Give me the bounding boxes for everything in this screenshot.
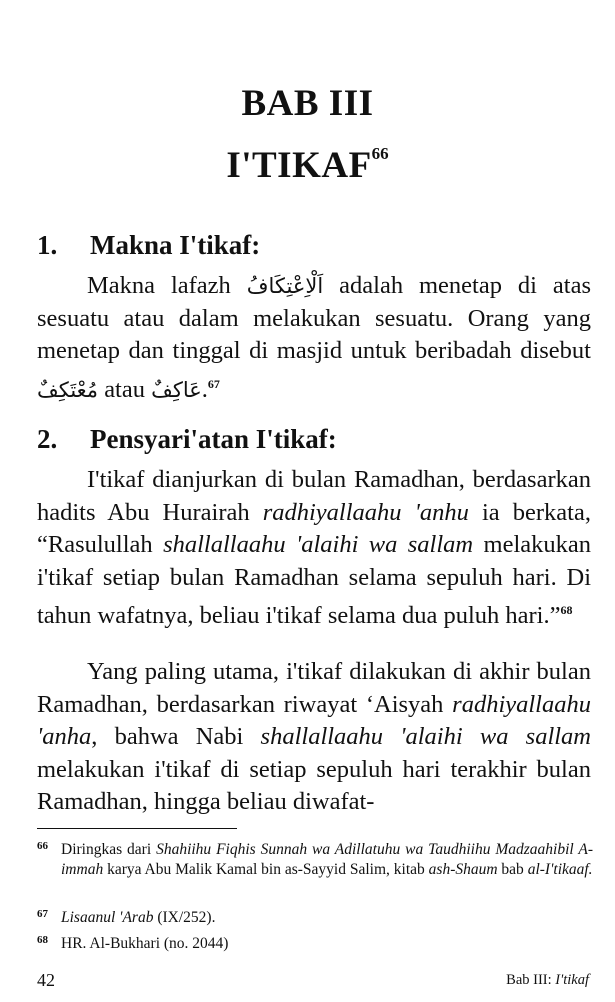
text-run: HR. Al-Bukhari (no. 2044): [61, 935, 229, 952]
footnote-68: [37, 934, 593, 954]
running-head-title: I'tikaf: [555, 972, 589, 988]
section-number: 2.: [37, 424, 58, 454]
italic-run: ash-Shaum: [428, 861, 498, 878]
section-title: Makna I'tikaf:: [90, 230, 261, 260]
paragraph-pensyariatan-1: [37, 464, 591, 633]
italic-run: Lisaanul 'Arab: [61, 909, 154, 926]
text-run: melakukan i'tikaf setiap bulan Ramadhan selama sepuluh hari. Di tahun wafatnya, beliau i'tikaf selama dua puluh hari.”: [37, 531, 592, 629]
arabic-term-akif: عَاكِفٌ: [151, 377, 202, 402]
arabic-term-itikaf: اَلْاِعْتِكَافُ: [246, 274, 324, 298]
text-run: Diringkas dari: [61, 841, 157, 858]
text-run: atau: [98, 375, 152, 403]
paragraph-makna: [37, 270, 591, 406]
italic-run: al-I'tikaaf.: [527, 861, 593, 878]
text-run: (IX/252).: [153, 909, 216, 926]
chapter-title: [0, 132, 615, 188]
text-run: melakukan i'tikaf di setiap sepuluh hari terakhir bulan Ramadhan, hingga beliau diwafat-: [37, 755, 591, 815]
text-run: .: [201, 375, 208, 403]
text-run: karya Abu Malik Kamal bin as-Sayyid Salim, kitab: [103, 861, 429, 878]
running-head: [506, 972, 589, 989]
running-head-prefix: Bab III:: [506, 972, 556, 988]
page-number: 42: [37, 970, 55, 990]
footnote-66: [37, 840, 593, 880]
italic-run: Shahiihu Fiqhis Sunnah wa Adillatuhu wa Taudhiihu Madzaahibil A-immah: [61, 841, 593, 878]
footnote-ref-68: 68: [560, 603, 573, 617]
footnote-ref-67: 67: [207, 376, 220, 391]
text-run: Yang paling utama, i'tikaf dilakukan di akhir bulan Ramadhan, berdasarkan riwayat ‘Aisyah: [37, 658, 591, 718]
text-run: ia berkata, “Rasulullah: [37, 498, 591, 558]
italic-run: shallallaahu 'alaihi wa sallam: [163, 531, 474, 558]
footnote-67: [37, 908, 593, 928]
italic-run: radhiyallaahu 'anhu: [262, 498, 469, 526]
footnote-text: [61, 934, 593, 954]
footnote-divider: [37, 828, 237, 829]
text-run: , bahwa Nabi: [91, 723, 261, 750]
section-heading-2: [37, 422, 597, 456]
footnote-ref-66: 66: [371, 144, 389, 163]
section-heading-1: [37, 228, 597, 262]
footnote-mark: 67: [37, 908, 48, 920]
text-run: I'tikaf dianjurkan di bulan Ramadhan, berdasarkan hadits Abu Hurairah: [37, 466, 591, 526]
section-number: 1.: [37, 230, 58, 260]
arabic-term-mutakif: مُعْتَكِفٌ: [37, 377, 99, 402]
section-title: Pensyari'atan I'tikaf:: [90, 424, 337, 454]
text-run: Makna lafazh: [87, 272, 247, 299]
paragraph-pensyariatan-2: [37, 656, 591, 819]
text-run: bab: [497, 861, 528, 878]
chapter-title-text: I'TIKAF: [226, 145, 372, 186]
footnote-text: [61, 840, 593, 880]
footnote-mark: 68: [37, 934, 48, 946]
footnote-mark: 66: [37, 840, 48, 852]
text-run: adalah menetap di atas sesuatu atau dalam melakukan sesuatu. Orang yang menetap dan tinggal di masjid untuk beribadah disebut: [37, 272, 591, 364]
chapter-label: BAB III: [241, 83, 374, 124]
italic-run: shallallaahu 'alaihi wa sallam: [260, 723, 591, 750]
italic-run: radhiyallaahu 'anha: [37, 690, 591, 750]
footnote-text: [61, 908, 593, 928]
